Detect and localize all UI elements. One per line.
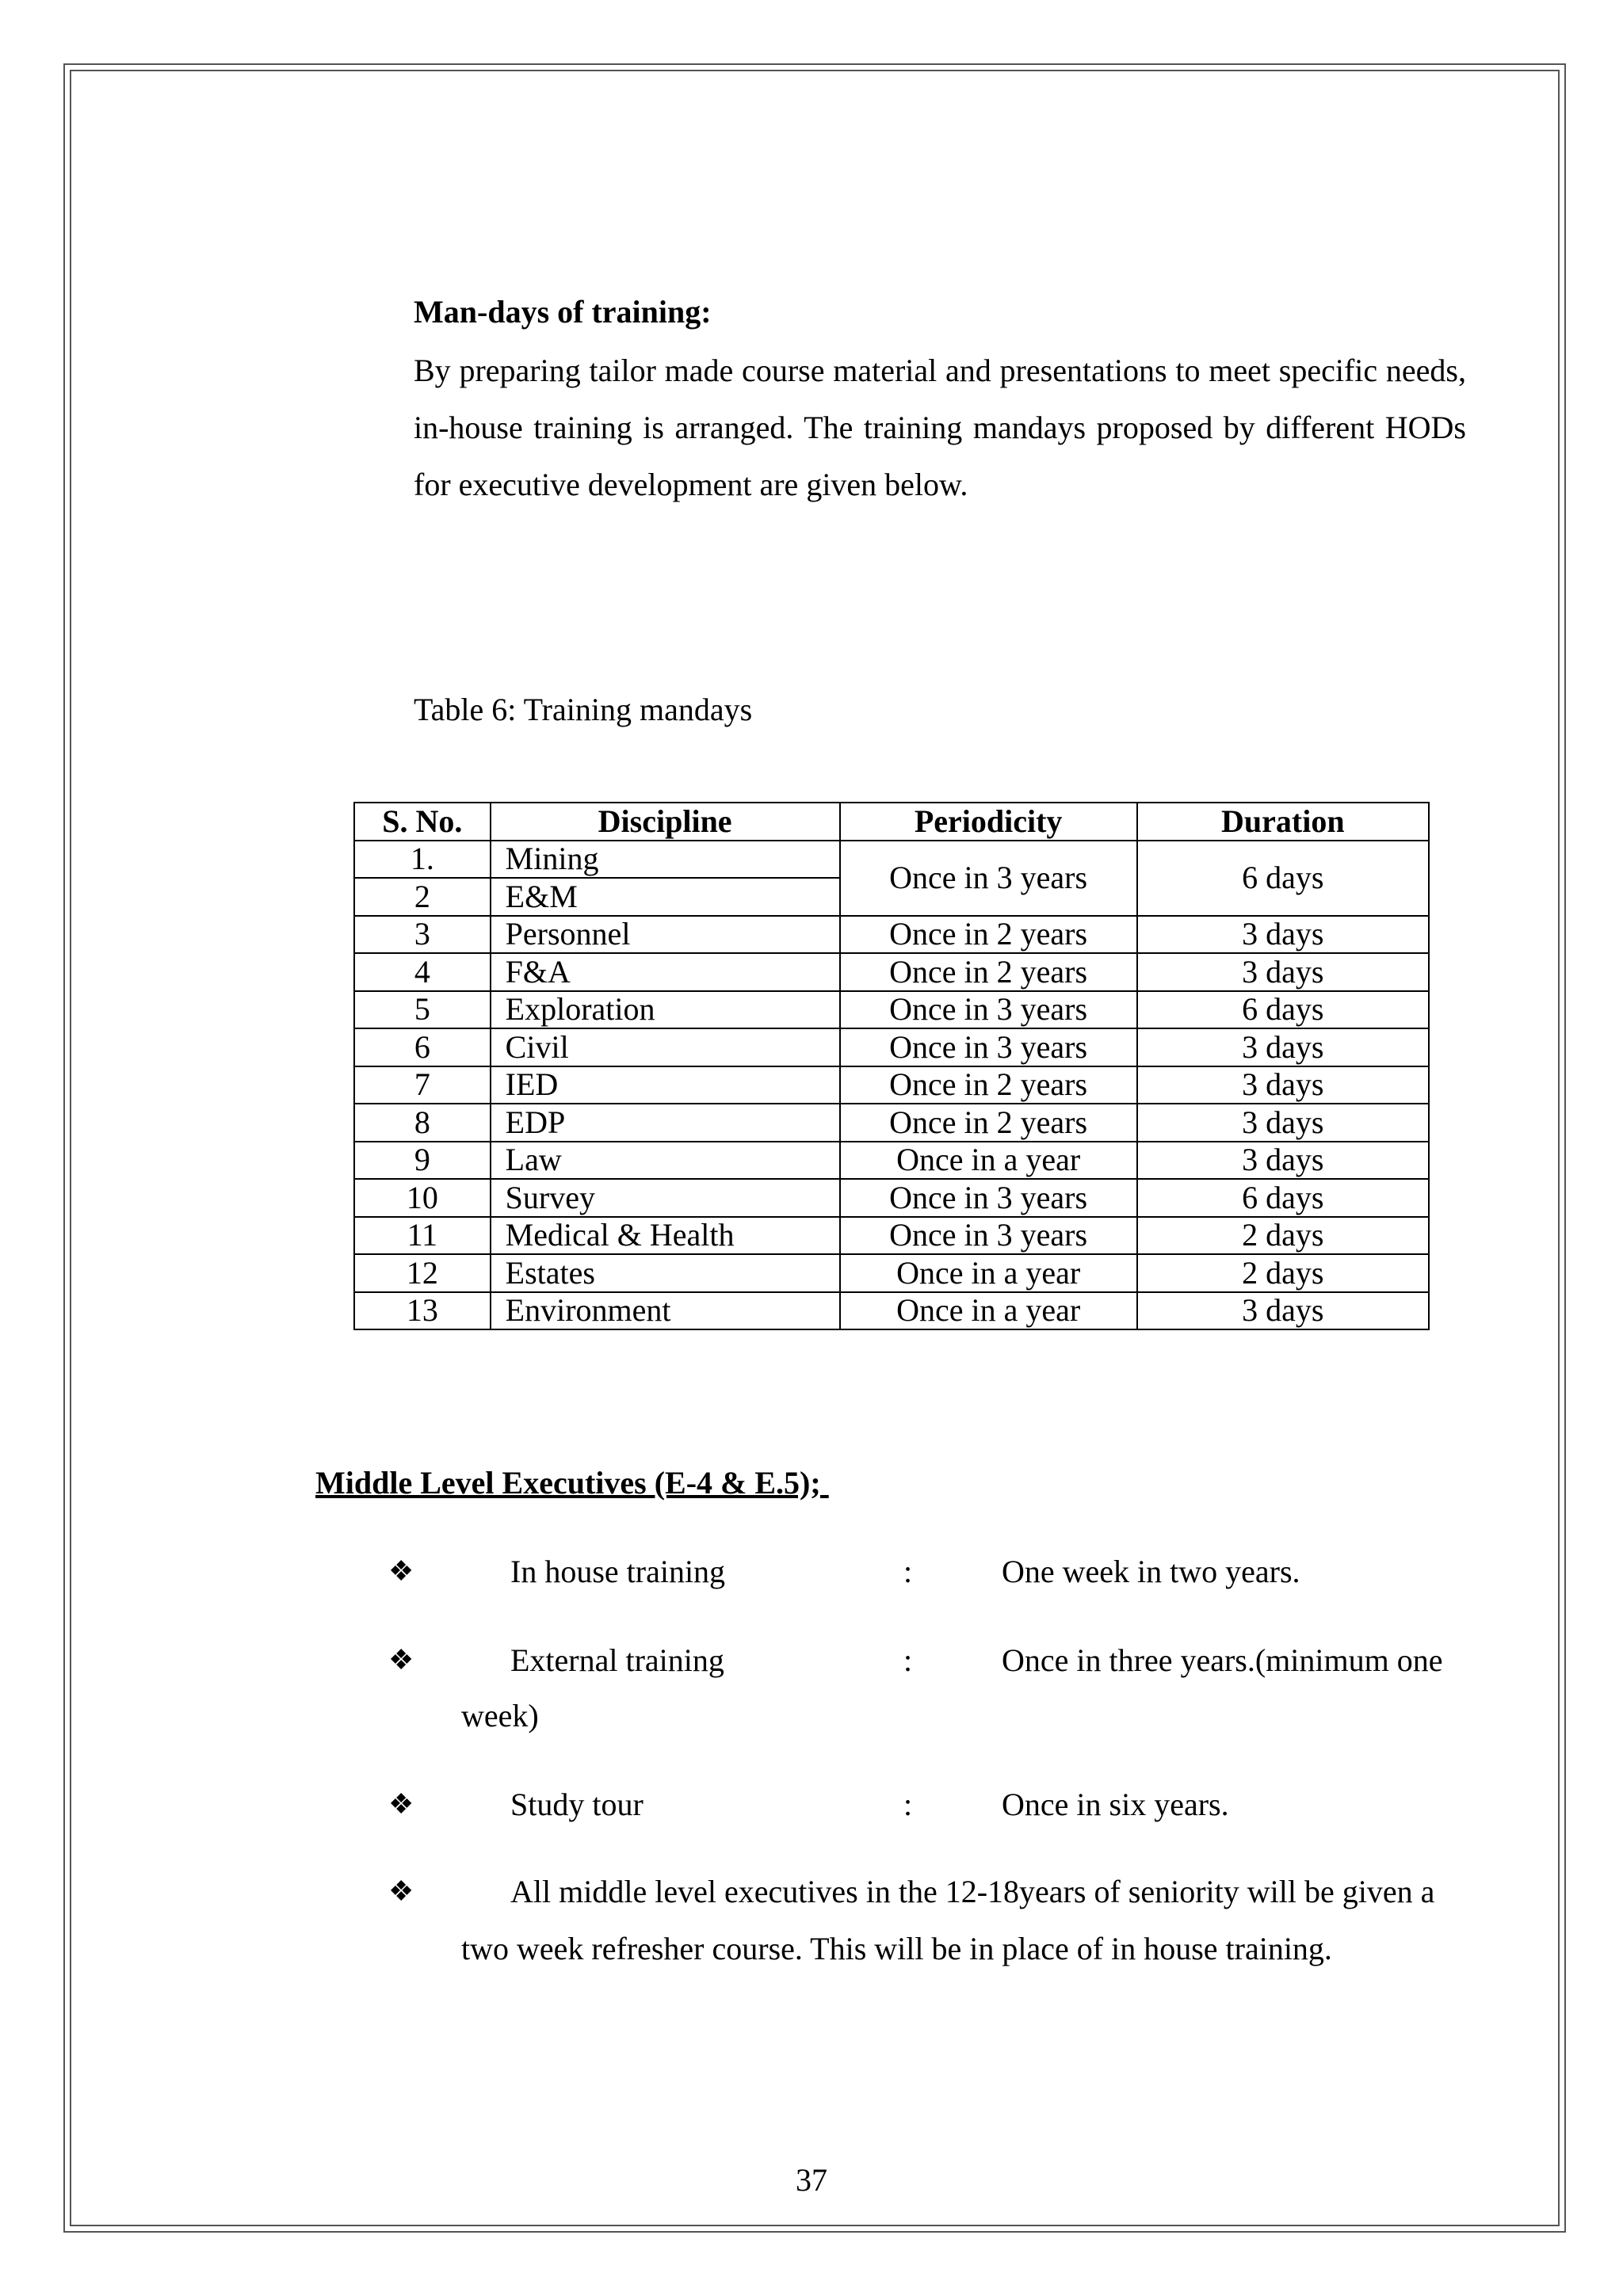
cell-sno: 9 [354, 1142, 491, 1180]
item-label: In house training [510, 1554, 726, 1589]
table-row [354, 1104, 1429, 1142]
table-caption: Table 6: Training mandays [414, 692, 753, 727]
item-text: All middle level executives in the 12-18years of seniority will be given a [510, 1874, 1435, 1909]
header-duration: Duration [1137, 803, 1429, 841]
cell-duration: 3 days [1137, 916, 1429, 954]
cell-duration: 3 days [1137, 1142, 1429, 1180]
table-row [354, 1254, 1429, 1292]
cell-duration: 3 days [1137, 1292, 1429, 1330]
cell-periodicity: Once in 2 years [840, 1066, 1137, 1104]
header-sno: S. No. [354, 803, 491, 841]
cell-discipline: F&A [491, 953, 840, 991]
cell-duration: 2 days [1137, 1254, 1429, 1292]
middle-level-heading: Middle Level Executives (E-4 & E.5); [315, 1465, 829, 1501]
table-row [354, 991, 1429, 1029]
bullet-icon: ❖ [388, 1555, 414, 1587]
cell-discipline: Exploration [491, 991, 840, 1029]
table-row [354, 953, 1429, 991]
table-row [354, 1066, 1429, 1104]
cell-sno: 12 [354, 1254, 491, 1292]
bullet-icon: ❖ [388, 1875, 414, 1907]
cell-sno: 10 [354, 1179, 491, 1217]
cell-discipline: Civil [491, 1028, 840, 1066]
cell-sno: 4 [354, 953, 491, 991]
cell-periodicity: Once in 3 years [840, 1179, 1137, 1217]
cell-periodicity: Once in a year [840, 1254, 1137, 1292]
bullet-icon: ❖ [388, 1788, 414, 1820]
table-header-row [354, 803, 1429, 841]
cell-sno: 3 [354, 916, 491, 954]
cell-periodicity: Once in 3 years [840, 1217, 1137, 1255]
cell-periodicity: Once in 3 years [840, 991, 1137, 1029]
cell-periodicity: Once in a year [840, 1292, 1137, 1330]
item-continuation: week) [461, 1698, 539, 1733]
cell-discipline: Mining [491, 841, 840, 879]
cell-periodicity: Once in 2 years [840, 953, 1137, 991]
table-row [354, 1142, 1429, 1180]
item-continuation: two week refresher course. This will be in place of in house training. [461, 1931, 1332, 1966]
item-colon: : [903, 1554, 913, 1589]
cell-duration: 2 days [1137, 1217, 1429, 1255]
cell-discipline: EDP [491, 1104, 840, 1142]
cell-discipline: Environment [491, 1292, 840, 1330]
cell-sno: 2 [354, 878, 491, 916]
cell-sno: 8 [354, 1104, 491, 1142]
cell-discipline: Personnel [491, 916, 840, 954]
cell-duration: 6 days [1137, 991, 1429, 1029]
cell-sno: 1. [354, 841, 491, 879]
item-colon: : [903, 1787, 913, 1822]
item-label: Study tour [510, 1787, 643, 1822]
cell-sno: 7 [354, 1066, 491, 1104]
table-row [354, 1217, 1429, 1255]
cell-duration-merged: 6 days [1137, 841, 1429, 916]
cell-discipline: Law [491, 1142, 840, 1180]
cell-discipline: Survey [491, 1179, 840, 1217]
page-number: 37 [796, 2162, 827, 2198]
cell-periodicity: Once in 2 years [840, 916, 1137, 954]
table-row [354, 1179, 1429, 1217]
header-discipline: Discipline [491, 803, 840, 841]
cell-periodicity: Once in 3 years [840, 1028, 1137, 1066]
item-value: One week in two years. [1002, 1554, 1300, 1589]
cell-duration: 6 days [1137, 1179, 1429, 1217]
cell-discipline: Medical & Health [491, 1217, 840, 1255]
cell-periodicity: Once in a year [840, 1142, 1137, 1180]
cell-discipline: IED [491, 1066, 840, 1104]
cell-sno: 11 [354, 1217, 491, 1255]
item-label: External training [510, 1642, 724, 1678]
table-body [354, 916, 1429, 1330]
item-value: Once in six years. [1002, 1787, 1229, 1822]
cell-periodicity: Once in 2 years [840, 1104, 1137, 1142]
intro-paragraph: By preparing tailor made course material and presentations to meet specific needs, in-house training is arranged. The training mandays proposed by different HODs for executive development are given below. [414, 353, 1466, 502]
bullet-icon: ❖ [388, 1644, 414, 1676]
cell-duration: 3 days [1137, 1066, 1429, 1104]
cell-duration: 3 days [1137, 1104, 1429, 1142]
table-row [354, 841, 1429, 879]
header-periodicity: Periodicity [840, 803, 1137, 841]
cell-discipline: E&M [491, 878, 840, 916]
item-value: Once in three years.(minimum one [1002, 1642, 1443, 1678]
cell-duration: 3 days [1137, 953, 1429, 991]
table-row [354, 1292, 1429, 1330]
table-row [354, 916, 1429, 954]
cell-periodicity-merged: Once in 3 years [840, 841, 1137, 916]
cell-sno: 6 [354, 1028, 491, 1066]
training-mandays-table [353, 802, 1430, 1330]
cell-sno: 5 [354, 991, 491, 1029]
item-colon: : [903, 1642, 913, 1678]
cell-duration: 3 days [1137, 1028, 1429, 1066]
cell-discipline: Estates [491, 1254, 840, 1292]
table-row [354, 1028, 1429, 1066]
cell-sno: 13 [354, 1292, 491, 1330]
section-heading: Man-days of training: [414, 294, 712, 330]
